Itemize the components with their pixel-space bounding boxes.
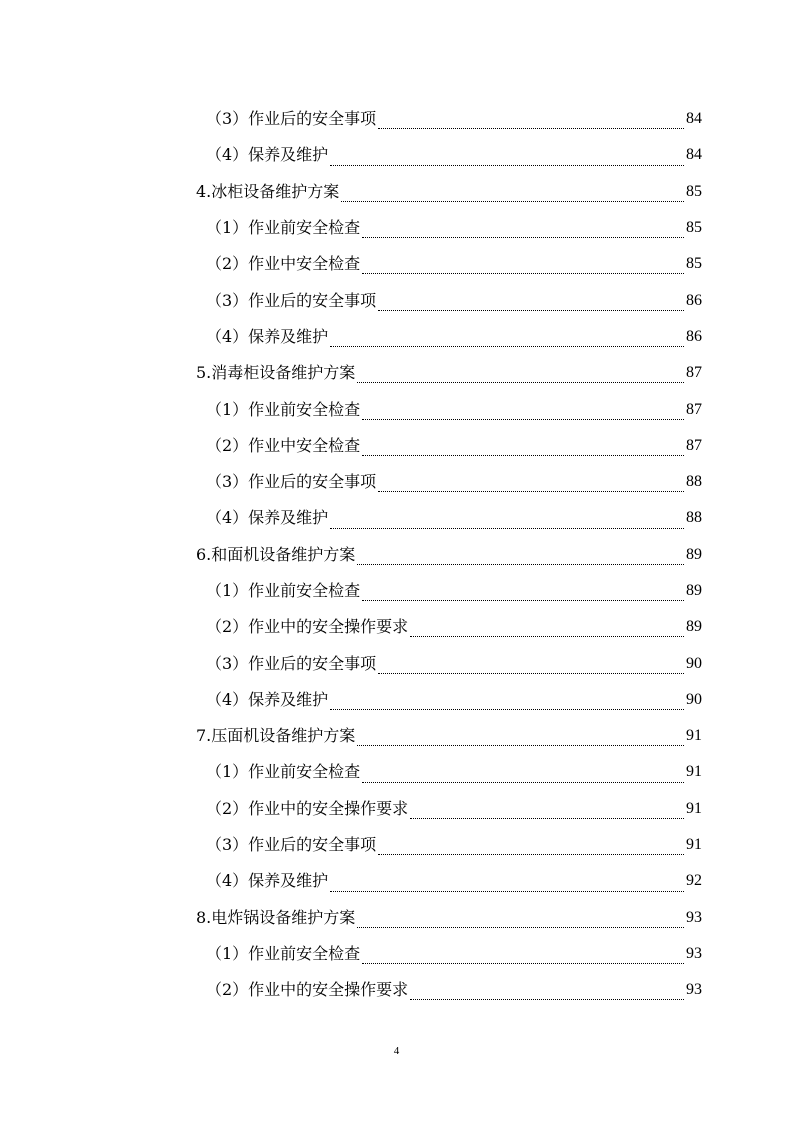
toc-dot-leader xyxy=(362,455,684,456)
toc-entry-page-number: 89 xyxy=(686,582,702,599)
toc-dot-leader xyxy=(378,128,684,129)
toc-subsection-entry[interactable] xyxy=(206,754,702,790)
toc-entry-label: （2）作业中的安全操作要求 xyxy=(206,617,409,637)
toc-subsection-entry[interactable] xyxy=(206,428,702,464)
toc-dot-leader xyxy=(330,346,684,347)
toc-entry-label: （2）作业中的安全操作要求 xyxy=(206,798,409,818)
toc-dot-leader xyxy=(357,927,684,928)
toc-dot-leader xyxy=(330,165,684,166)
toc-entry-label: （4）保养及维护 xyxy=(206,689,329,709)
toc-entry-page-number: 91 xyxy=(686,799,702,817)
toc-entry-label: （1）作业前安全检查 xyxy=(206,762,361,782)
toc-subsection-entry[interactable] xyxy=(206,863,702,899)
toc-entry-label: 6.和面机设备维护方案 xyxy=(196,544,356,564)
toc-entry-label: （2）作业中安全检查 xyxy=(206,435,361,455)
toc-entry-label: （1）作业前安全检查 xyxy=(206,943,361,963)
toc-dot-leader xyxy=(357,745,684,746)
toc-subsection-entry[interactable] xyxy=(206,464,702,500)
toc-entry-page-number: 84 xyxy=(686,110,702,128)
toc-entry-label: 5.消毒柜设备维护方案 xyxy=(196,363,356,383)
toc-entry-label: （3）作业后的安全事项 xyxy=(206,472,377,492)
toc-dot-leader xyxy=(378,310,684,311)
toc-entry-label: （3）作业后的安全事项 xyxy=(206,653,377,673)
toc-subsection-entry[interactable] xyxy=(206,609,702,645)
toc-dot-leader xyxy=(330,891,684,892)
toc-entry-label: （4）保养及维护 xyxy=(206,145,329,165)
toc-dot-leader xyxy=(357,382,684,383)
toc-entry-page-number: 90 xyxy=(686,690,702,708)
toc-entry-page-number: 87 xyxy=(686,436,702,454)
toc-subsection-entry[interactable] xyxy=(206,573,702,609)
toc-subsection-entry[interactable] xyxy=(206,246,702,282)
toc-entry-page-number: 93 xyxy=(686,908,702,926)
toc-entry-label: （1）作业前安全检查 xyxy=(206,218,361,238)
toc-dot-leader xyxy=(330,528,684,529)
toc-entry-page-number: 93 xyxy=(686,981,702,999)
toc-entry-page-number: 91 xyxy=(686,836,702,854)
toc-entry-label: （2）作业中的安全操作要求 xyxy=(206,980,409,1000)
toc-entry-label: （1）作业前安全检查 xyxy=(206,581,361,600)
toc-entry-page-number: 85 xyxy=(686,182,702,200)
toc-entry-label: （1）作业前安全检查 xyxy=(206,399,361,419)
toc-entry-page-number: 84 xyxy=(686,146,702,164)
toc-dot-leader xyxy=(378,491,684,492)
toc-entry-page-number: 93 xyxy=(686,944,702,962)
toc-dot-leader xyxy=(410,999,684,1000)
toc-entry-label: （4）保养及维护 xyxy=(206,326,329,346)
toc-entry-page-number: 86 xyxy=(686,327,702,345)
toc-entry-page-number: 88 xyxy=(686,509,702,527)
toc-entry-page-number: 92 xyxy=(686,872,702,890)
table-of-contents xyxy=(0,101,793,1008)
toc-subsection-entry[interactable] xyxy=(206,282,702,318)
toc-dot-leader xyxy=(362,273,684,274)
toc-entry-page-number: 87 xyxy=(686,400,702,418)
page-number: 4 xyxy=(393,1045,400,1057)
toc-dot-leader xyxy=(357,564,684,565)
toc-dot-leader xyxy=(362,600,684,601)
toc-subsection-entry[interactable] xyxy=(206,101,702,137)
toc-entry-page-number: 90 xyxy=(686,654,702,672)
toc-dot-leader xyxy=(378,854,684,855)
toc-entry-label: （4）保养及维护 xyxy=(206,871,329,891)
toc-entry-label: 7.压面机设备维护方案 xyxy=(196,726,356,746)
toc-entry-page-number: 91 xyxy=(686,763,702,781)
toc-entry-label: （3）作业后的安全事项 xyxy=(206,109,377,129)
toc-section-entry[interactable] xyxy=(196,718,702,754)
toc-dot-leader xyxy=(410,818,684,819)
toc-dot-leader xyxy=(362,782,684,783)
toc-entry-page-number: 88 xyxy=(686,473,702,491)
toc-entry-page-number: 86 xyxy=(686,291,702,309)
toc-subsection-entry[interactable] xyxy=(206,500,702,536)
toc-section-entry[interactable] xyxy=(196,537,702,573)
toc-dot-leader xyxy=(341,201,684,202)
toc-dot-leader xyxy=(362,419,684,420)
toc-entry-page-number: 91 xyxy=(686,727,702,745)
toc-subsection-entry[interactable] xyxy=(206,791,702,827)
toc-entry-label: （4）保养及维护 xyxy=(206,508,329,528)
toc-entry-label: 8.电炸锅设备维护方案 xyxy=(196,907,356,927)
toc-section-entry[interactable] xyxy=(196,355,702,391)
toc-entry-label: （2）作业中安全检查 xyxy=(206,254,361,274)
toc-entry-label: （3）作业后的安全事项 xyxy=(206,835,377,855)
toc-entry-label: （3）作业后的安全事项 xyxy=(206,290,377,310)
toc-section-entry[interactable] xyxy=(196,174,702,210)
toc-subsection-entry[interactable] xyxy=(206,210,702,246)
toc-entry-page-number: 85 xyxy=(686,255,702,273)
toc-entry-page-number: 89 xyxy=(686,545,702,563)
toc-subsection-entry[interactable] xyxy=(206,682,702,718)
toc-dot-leader xyxy=(362,237,684,238)
toc-subsection-entry[interactable] xyxy=(206,936,702,972)
toc-entry-page-number: 85 xyxy=(686,219,702,237)
toc-section-entry[interactable] xyxy=(196,900,702,936)
toc-subsection-entry[interactable] xyxy=(206,972,702,1008)
toc-subsection-entry[interactable] xyxy=(206,319,702,355)
toc-dot-leader xyxy=(330,709,684,710)
toc-subsection-entry[interactable] xyxy=(206,137,702,173)
toc-subsection-entry[interactable] xyxy=(206,827,702,863)
toc-entry-page-number: 87 xyxy=(686,364,702,382)
toc-entry-label: 4.冰柜设备维护方案 xyxy=(196,181,340,201)
toc-subsection-entry[interactable] xyxy=(206,391,702,427)
toc-dot-leader xyxy=(362,963,684,964)
toc-dot-leader xyxy=(378,673,684,674)
toc-entry-page-number: 89 xyxy=(686,618,702,636)
toc-dot-leader xyxy=(410,636,684,637)
toc-subsection-entry[interactable] xyxy=(206,645,702,681)
